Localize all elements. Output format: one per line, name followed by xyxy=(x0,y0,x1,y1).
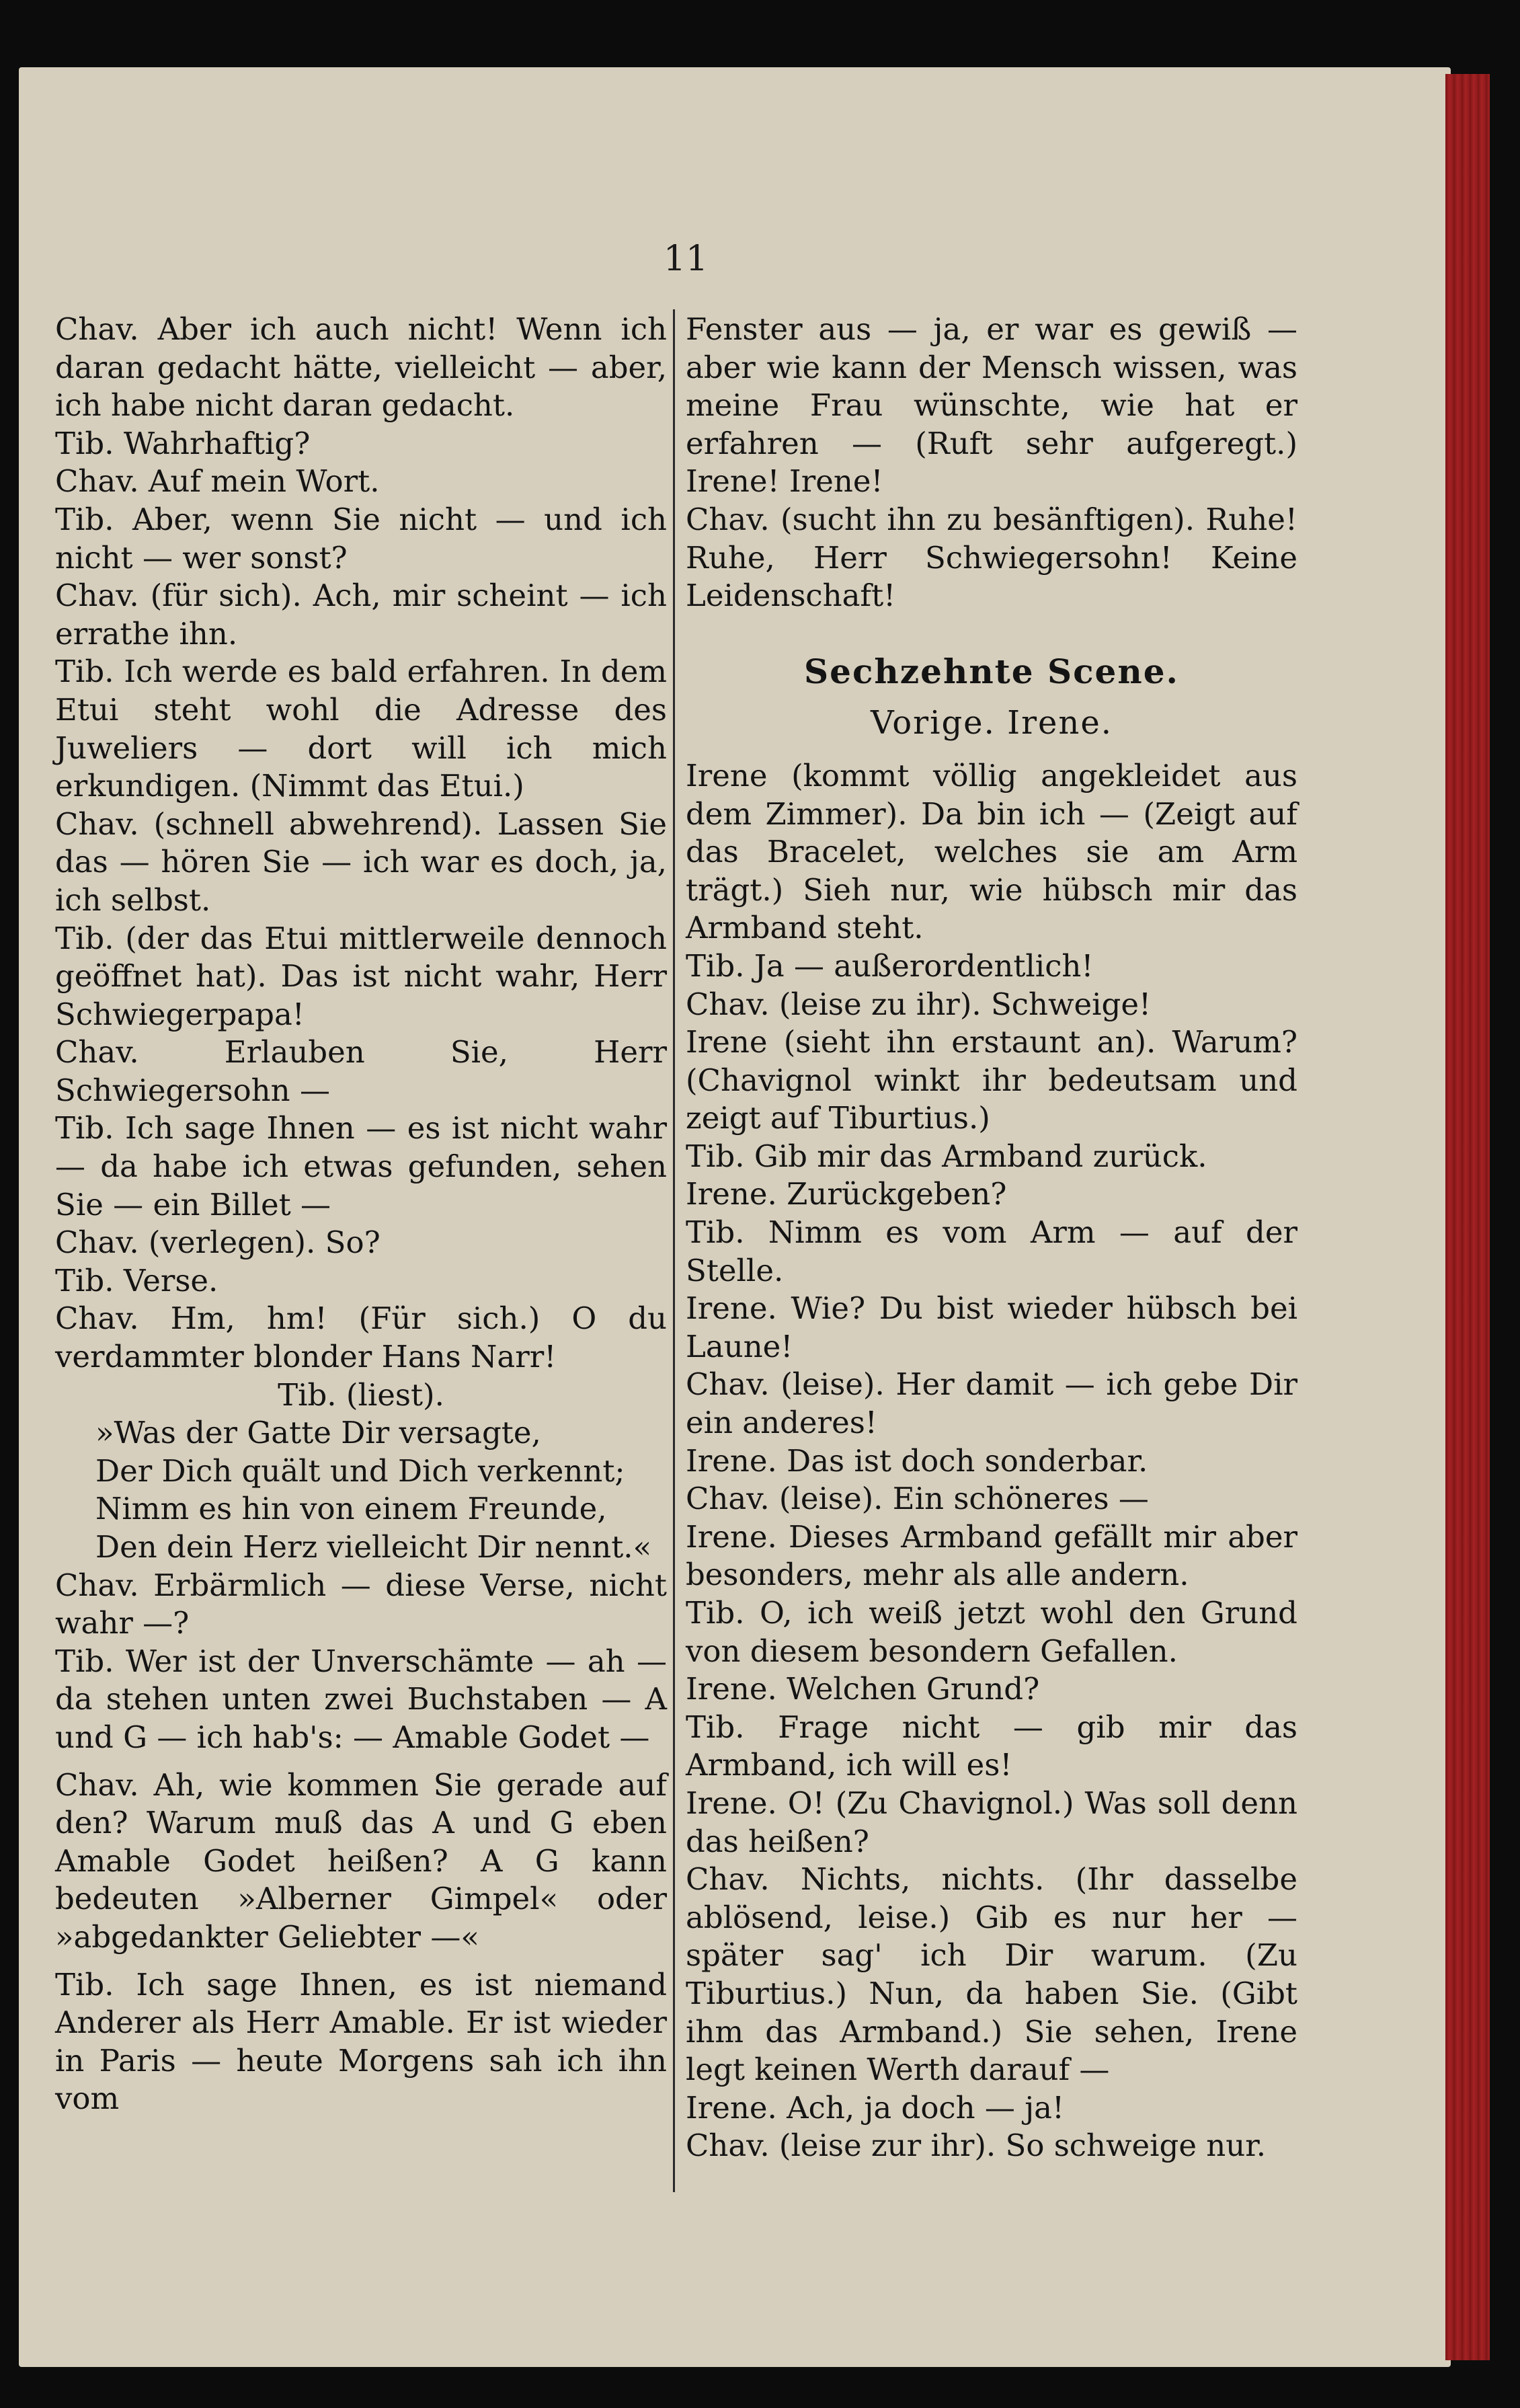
text-line: Chav. (für sich). Ach, mir scheint — ich errathe ihn. xyxy=(55,578,667,652)
text-line: Irene. Wie? Du bist wieder hübsch bei Laune! xyxy=(686,1290,1297,1364)
scene-characters: Vorige. Irene. xyxy=(871,704,1113,742)
verse-line: Nimm es hin von einem Freunde, xyxy=(95,1491,607,1527)
text-line: Chav. (verlegen). So? xyxy=(55,1225,381,1261)
text-line: Tib. O, ich weiß jetzt wohl den Grund von diesem besondern Gefallen. xyxy=(686,1595,1297,1669)
text-line: Irene. Ach, ja doch — ja! xyxy=(686,2089,1065,2126)
text-line: Tib. (liest). xyxy=(278,1376,444,1413)
text-line: Tib. Wer ist der Unverschämte — ah — da stehen unten zwei Buchstaben — A und G — ich hab's: — Amable Godet — xyxy=(55,1643,667,1755)
text-line: Irene (sieht ihn erstaunt an). Warum? (Chavignol winkt ihr bedeutsam und zeigt auf Tiburtius.) xyxy=(686,1024,1297,1136)
text-line: Chav. Aber ich auch nicht! Wenn ich daran gedacht hätte, vielleicht — aber, ich habe nicht daran gedacht. xyxy=(55,311,667,424)
text-line: Irene. Dieses Armband gefällt mir aber besonders, mehr als alle andern. xyxy=(686,1518,1297,1593)
text-line: Tib. Ich werde es bald erfahren. In dem Etui steht wohl die Adresse des Juweliers — dort will ich mich erkundigen. (Nimmt das Etui.) xyxy=(55,654,667,804)
text-line: Irene. Zurückgeben? xyxy=(686,1176,1007,1212)
text-line: Chav. (leise zu ihr). Schweige! xyxy=(686,986,1152,1022)
text-line: Chav. (sucht ihn zu besänftigen). Ruhe! Ruhe, Herr Schwiegersohn! Keine Leidenschaft! xyxy=(686,501,1297,614)
page-edge xyxy=(1445,74,1490,2360)
text-line: Chav. (schnell abwehrend). Lassen Sie das — hören Sie — ich war es doch, ja, ich selbst. xyxy=(55,806,667,918)
text-line: Chav. Hm, hm! (Für sich.) O du verdammter blonder Hans Narr! xyxy=(55,1300,667,1375)
text-line: Chav. Nichts, nichts. (Ihr dasselbe ablösend, leise.) Gib es nur her — später sag' ich Dir warum. (Zu Tiburtius.) Nun, da haben Sie. (Gibt ihm das Armband.) Sie sehen, Irene legt keinen Werth darauf — xyxy=(686,1861,1297,2088)
column-divider xyxy=(673,309,675,2192)
left-column xyxy=(55,311,667,2118)
text-line: Fenster aus — ja, er war es gewiß — aber wie kann der Mensch wissen, was meine Frau wünschte, wie hat er erfahren — (Ruft sehr aufgeregt.) Irene! Irene! xyxy=(686,311,1297,500)
page-number: 11 xyxy=(663,239,709,279)
text-line: Chav. Erlauben Sie, Herr Schwiegersohn — xyxy=(55,1034,667,1108)
text-line: Tib. Ich sage Ihnen, es ist niemand Anderer als Herr Amable. Er ist wieder in Paris — heute Morgens sah ich ihn vom xyxy=(55,1966,667,2117)
text-line: Chav. Auf mein Wort. xyxy=(55,463,380,500)
text-line: Tib. Frage nicht — gib mir das Armband, ich will es! xyxy=(686,1709,1297,1783)
text-line: Chav. Ah, wie kommen Sie gerade auf den? Warum muß das A und G eben Amable Godet heißen? A G kann bedeuten »Alberner Gimpel« oder »abgedankter Geliebter —« xyxy=(55,1766,667,1955)
verse-line: »Was der Gatte Dir versagte, xyxy=(95,1415,541,1451)
verse-line: Den dein Herz vielleicht Dir nennt.« xyxy=(95,1529,652,1565)
text-line: Tib. Aber, wenn Sie nicht — und ich nicht — wer sonst? xyxy=(55,501,667,576)
text-line: Tib. (der das Etui mittlerweile dennoch geöffnet hat). Das ist nicht wahr, Herr Schwiegerpapa! xyxy=(55,920,667,1032)
text-line: Irene (kommt völlig angekleidet aus dem Zimmer). Da bin ich — (Zeigt auf das Bracelet, welches sie am Arm trägt.) Sieh nur, wie hübsch mir das Armband steht. xyxy=(686,757,1297,946)
scene-title: Sechzehnte Scene. xyxy=(804,651,1179,691)
text-line: Chav. (leise). Ein schöneres — xyxy=(686,1481,1149,1517)
verse-line: Der Dich quält und Dich verkennt; xyxy=(95,1452,625,1489)
text-line: Tib. Verse. xyxy=(55,1262,218,1298)
text-line: Chav. Erbärmlich — diese Verse, nicht wahr —? xyxy=(55,1567,667,1641)
text-line: Chav. (leise). Her damit — ich gebe Dir ein anderes! xyxy=(686,1366,1297,1441)
text-line: Tib. Gib mir das Armband zurück. xyxy=(686,1138,1207,1174)
text-line: Irene. Das ist doch sonderbar. xyxy=(686,1442,1148,1479)
right-column xyxy=(686,311,1297,2165)
text-line: Tib. Ja — außerordentlich! xyxy=(686,947,1094,984)
text-line: Chav. (leise zur ihr). So schweige nur. xyxy=(686,2128,1267,2164)
text-line: Irene. O! (Zu Chavignol.) Was soll denn das heißen? xyxy=(686,1785,1297,1859)
text-line: Tib. Ich sage Ihnen — es ist nicht wahr — da habe ich etwas gefunden, sehen Sie — ein Billet — xyxy=(55,1110,667,1222)
text-line: Irene. Welchen Grund? xyxy=(686,1671,1040,1707)
text-line: Tib. Nimm es vom Arm — auf der Stelle. xyxy=(686,1214,1297,1288)
text-line: Tib. Wahrhaftig? xyxy=(55,425,311,461)
